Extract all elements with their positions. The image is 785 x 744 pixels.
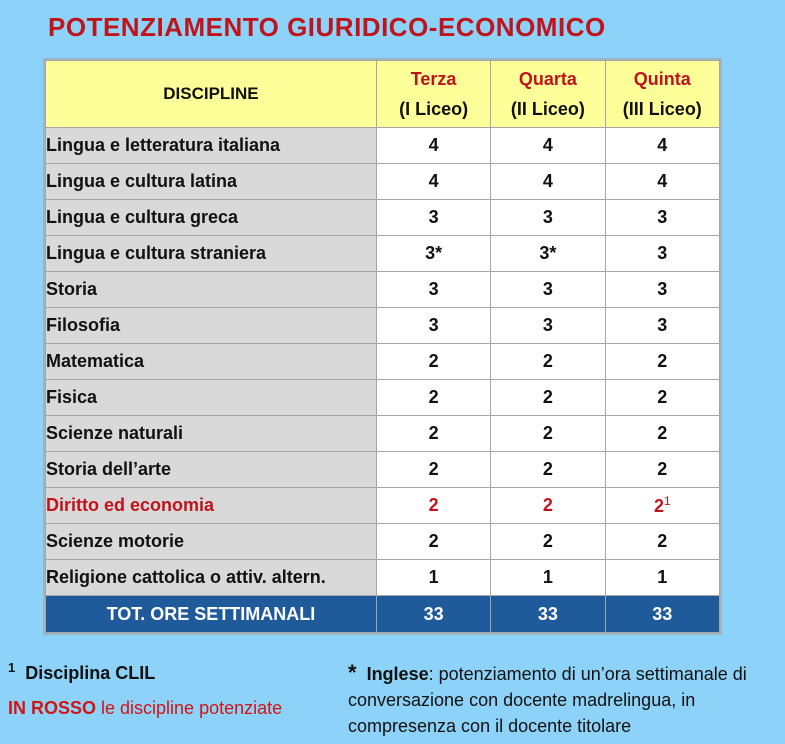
table-row xyxy=(46,128,720,164)
page-title: POTENZIAMENTO GIURIDICO-ECONOMICO xyxy=(48,12,606,42)
header-year-terza xyxy=(376,61,490,128)
hours-quarta: 2 xyxy=(491,524,605,560)
hours-quarta: 1 xyxy=(491,560,605,596)
hours-quinta: 3 xyxy=(605,308,719,344)
year-name: Quinta xyxy=(633,69,691,89)
table-row xyxy=(46,272,720,308)
table-row-highlighted xyxy=(46,488,720,524)
total-quarta: 33 xyxy=(491,596,605,633)
clil-marker: 1 xyxy=(663,494,671,508)
hours-quinta xyxy=(605,488,719,524)
total-label: TOT. ORE SETTIMANALI xyxy=(46,596,377,633)
table-row xyxy=(46,236,720,272)
red-note-text: le discipline potenziate xyxy=(96,698,283,718)
total-quinta: 33 xyxy=(605,596,719,633)
year-name: Terza xyxy=(410,69,457,89)
clil-footnote-text: Disciplina CLIL xyxy=(25,663,156,683)
hours-quinta: 2 xyxy=(605,452,719,488)
hours-terza: 4 xyxy=(376,128,490,164)
header-year-quinta xyxy=(605,61,719,128)
asterisk-mark: * xyxy=(348,660,357,685)
hours-quarta: 3 xyxy=(491,272,605,308)
hours-quinta: 3 xyxy=(605,236,719,272)
table-row xyxy=(46,416,720,452)
discipline-name: Scienze naturali xyxy=(46,416,377,452)
hours-terza: 1 xyxy=(376,560,490,596)
hours-quinta: 2 xyxy=(605,344,719,380)
header-disciplines: DISCIPLINE xyxy=(46,61,377,128)
discipline-name: Storia dell’arte xyxy=(46,452,377,488)
hours-terza: 2 xyxy=(376,416,490,452)
hours-terza: 3 xyxy=(376,308,490,344)
hours-quarta: 4 xyxy=(491,128,605,164)
hours-terza: 2 xyxy=(376,488,490,524)
hours-quinta: 2 xyxy=(605,416,719,452)
hours-terza: 3* xyxy=(376,236,490,272)
table-row xyxy=(46,560,720,596)
year-sub: (III Liceo) xyxy=(622,99,702,119)
hours-terza: 2 xyxy=(376,380,490,416)
hours-quarta: 2 xyxy=(491,452,605,488)
hours-quarta: 2 xyxy=(491,344,605,380)
hours-quarta: 3 xyxy=(491,308,605,344)
table-row xyxy=(46,380,720,416)
discipline-name: Lingua e cultura straniera xyxy=(46,236,377,272)
discipline-name: Lingua e cultura latina xyxy=(46,164,377,200)
hours-quinta: 3 xyxy=(605,272,719,308)
hours-terza: 3 xyxy=(376,272,490,308)
discipline-name: Matematica xyxy=(46,344,377,380)
table-row xyxy=(46,344,720,380)
total-row xyxy=(46,596,720,633)
hours-quinta: 2 xyxy=(605,380,719,416)
hours-terza: 2 xyxy=(376,452,490,488)
discipline-name: Lingua e letteratura italiana xyxy=(46,128,377,164)
hours-terza: 2 xyxy=(376,344,490,380)
hours-terza: 2 xyxy=(376,524,490,560)
table-row xyxy=(46,200,720,236)
hours-terza: 4 xyxy=(376,164,490,200)
year-sub: (I Liceo) xyxy=(399,99,469,119)
table-header-row xyxy=(46,61,720,128)
hours-terza: 3 xyxy=(376,200,490,236)
hours-quinta: 4 xyxy=(605,128,719,164)
footnote-clil xyxy=(8,660,155,684)
discipline-name: Lingua e cultura greca xyxy=(46,200,377,236)
discipline-name: Diritto ed economia xyxy=(46,488,377,524)
year-sub: (II Liceo) xyxy=(510,99,585,119)
total-terza: 33 xyxy=(376,596,490,633)
hours-quinta: 3 xyxy=(605,200,719,236)
hours-quarta: 2 xyxy=(491,488,605,524)
hours-quarta: 3* xyxy=(491,236,605,272)
hours-quarta: 2 xyxy=(491,380,605,416)
table-row xyxy=(46,308,720,344)
clil-footnote-mark: 1 xyxy=(8,660,16,675)
hours-quinta: 2 xyxy=(605,524,719,560)
hours-quarta: 2 xyxy=(491,416,605,452)
footnote-english xyxy=(348,660,778,739)
hours-quinta: 4 xyxy=(605,164,719,200)
hours-quarta: 3 xyxy=(491,200,605,236)
hours-quinta: 1 xyxy=(605,560,719,596)
table-row xyxy=(46,524,720,560)
hours-quarta: 4 xyxy=(491,164,605,200)
table-row xyxy=(46,452,720,488)
discipline-name: Religione cattolica o attiv. altern. xyxy=(46,560,377,596)
discipline-name: Fisica xyxy=(46,380,377,416)
table-row xyxy=(46,164,720,200)
schedule-table xyxy=(45,60,720,633)
footnote-red xyxy=(8,698,282,719)
discipline-name: Storia xyxy=(46,272,377,308)
year-name: Quarta xyxy=(518,69,577,89)
discipline-name: Scienze motorie xyxy=(46,524,377,560)
hours-value: 2 xyxy=(653,496,664,516)
english-note-text: : potenziamento di un’ora settimanale di conversazione con docente madrelingua, in compresenza con il docente titolare xyxy=(348,664,747,736)
english-note-bold: Inglese xyxy=(366,664,429,684)
discipline-name: Filosofia xyxy=(46,308,377,344)
header-year-quarta xyxy=(491,61,605,128)
red-note-bold: IN ROSSO xyxy=(8,698,97,718)
